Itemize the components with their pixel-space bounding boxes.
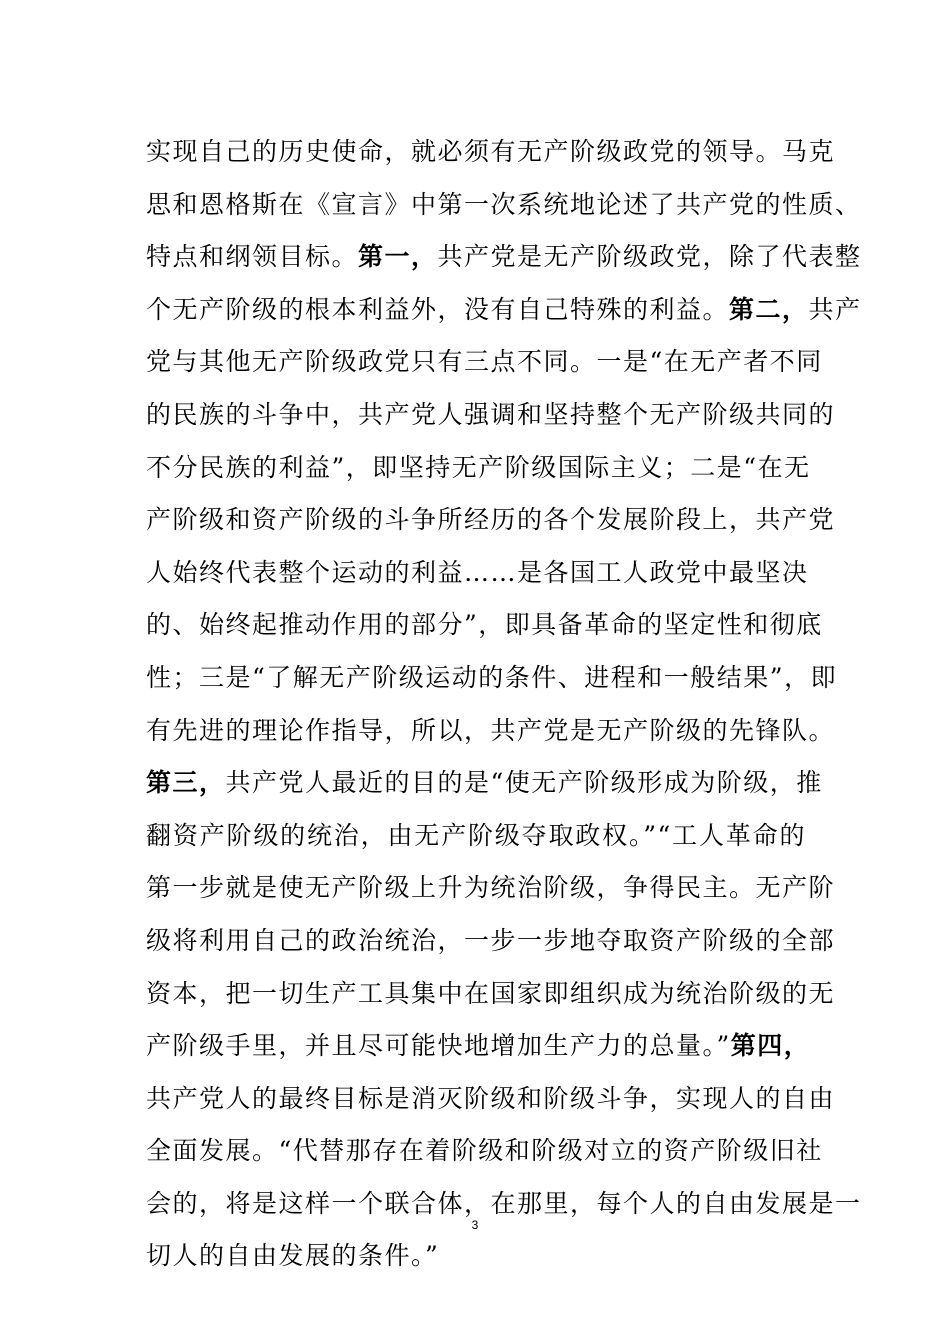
bold-heading-marker: 第一， (358, 242, 438, 272)
bold-heading-marker: 第三， (146, 768, 226, 798)
body-paragraph (146, 126, 862, 1283)
text-line (146, 389, 836, 442)
text-line (146, 968, 836, 1021)
text-line (146, 547, 809, 600)
bold-heading-marker: 第二， (729, 294, 809, 324)
text-segment: 思和恩格斯在《宣言》中第一次系统地论述了共产党的性质、 (146, 189, 862, 219)
text-segment: 共产党人最近的目的是“使无产阶级形成为阶级，推 (225, 768, 823, 798)
text-segment: 会的，将是这样一个联合体，在那里，每个人的自由发展是一 (146, 1188, 862, 1218)
text-line (146, 179, 862, 232)
text-segment: 共产党人的最终目标是消灭阶级和阶级斗争，实现人的自由 (146, 1083, 836, 1113)
text-line (146, 442, 811, 495)
text-line (146, 915, 836, 968)
bold-heading-marker: 第四， (730, 1031, 811, 1061)
text-segment: 的、始终起推动作用的部分”，即具备革命的坚定性和彻底 (146, 610, 823, 640)
text-segment: 人始终代表整个运动的利益……是各国工人政党中最坚决 (146, 557, 809, 587)
text-segment: 第一步就是使无产阶级上升为统治阶级，争得民主。无产阶 (146, 873, 836, 903)
text-line (146, 705, 836, 758)
text-segment: 特点和纲领目标。 (146, 242, 359, 272)
text-segment: 全面发展。“代替那存在着阶级和阶级对立的资产阶级旧社 (146, 1136, 823, 1166)
text-line (146, 1073, 836, 1126)
text-line (146, 862, 836, 915)
text-line (146, 652, 838, 705)
text-segment: 实现自己的历史使命，就必须有无产阶级政党的领导。马克 (146, 137, 836, 166)
text-line (146, 336, 823, 389)
text-segment: 共产党是无产阶级政党，除了代表整 (437, 242, 862, 272)
text-segment: 个无产阶级的根本利益外，没有自己特殊的利益。 (146, 294, 730, 324)
text-line (146, 1125, 823, 1178)
text-segment: 不分民族的利益”，即坚持无产阶级国际主义；二是“在无 (146, 452, 811, 482)
text-segment: 产阶级和资产阶级的斗争所经历的各个发展阶段上，共产党 (146, 505, 836, 535)
text-line (146, 1230, 806, 1283)
text-segment: 级将利用自己的政治统治，一步一步地夺取资产阶级的全部 (146, 925, 836, 955)
text-line (146, 1020, 811, 1073)
text-segment: 产阶级手里，并且尽可能快地增加生产力的总量。” (146, 1031, 731, 1061)
text-segment: 有先进的理论作指导，所以，共产党是无产阶级的先锋队。 (146, 715, 836, 745)
text-line (146, 126, 836, 179)
text-segment: 切人的自由发展的条件。” (146, 1241, 440, 1271)
text-segment: 党与其他无产阶级政党只有三点不同。一是“在无产者不同 (146, 347, 823, 377)
text-line (146, 231, 862, 284)
text-segment: 翻资产阶级的统治，由无产阶级夺取政权。”“工人革命的 (146, 820, 806, 850)
page-number: 3 (471, 1218, 479, 1232)
text-segment: 共产 (808, 294, 862, 324)
text-line (146, 810, 806, 863)
text-line (146, 599, 823, 652)
text-line (146, 757, 823, 810)
text-segment: 性；三是“了解无产阶级运动的条件、进程和一般结果”，即 (146, 662, 838, 692)
text-line (146, 284, 862, 337)
text-line (146, 494, 836, 547)
text-segment: 的民族的斗争中，共产党人强调和坚持整个无产阶级共同的 (146, 399, 836, 429)
text-segment: 资本，把一切生产工具集中在国家即组织成为统治阶级的无 (146, 978, 836, 1008)
